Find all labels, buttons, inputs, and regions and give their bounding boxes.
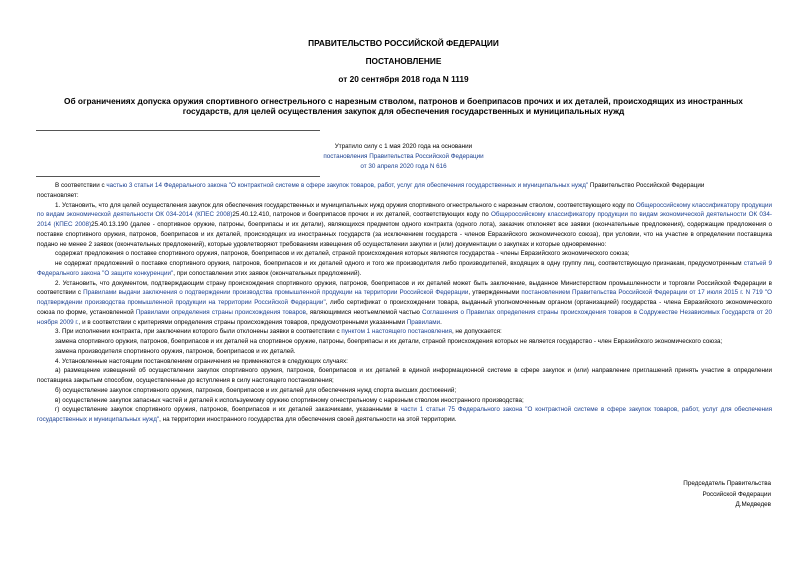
resolves-text: постановляет: [37,191,79,199]
status-note-link-date[interactable]: от 30 апреля 2020 года N 616 [360,163,447,170]
paragraph-1b [37,259,772,279]
paragraph-4a: а) размещение извещений об осуществлении закупок спортивного оружия, патронов, боеприпасов и их деталей в единой информационной системе в сфере закупок и (или) направление приглашений принять участие в определении поставщика закрытым способом, осуществленные до вступления в силу настоящего постановления; [37,367,772,384]
paragraph-text: , утвержденными [468,289,522,297]
paragraph-text: , либо сертификат о происхождении товара, выданный уполномоченным органом (организацией) государства - члена Евразийского экономического союза по форме, установленной [37,299,772,316]
date-number-heading: от 20 сентября 2018 года N 1119 [338,74,469,84]
document-body [37,181,772,425]
paragraph-text: 25.40.12.410, патронов и боеприпасов прочих и их деталей, соответствующих коду по [232,211,491,219]
document-title: Об ограничениях допуска оружия спортивного огнестрельного с нарезным стволом, патронов и боеприпасов прочих и их деталей, происходящих из иностранных государств, для целей осуществления закупок для обеспечения государственных и муниципальных нужд [64,96,743,116]
paragraph-3 [37,327,772,337]
article-75-link[interactable]: части 1 статьи 75 Федерального закона "О контрактной системе в сфере закупок товаров, работ, услуг для обеспечения государственных и муниципальных нужд" [37,406,772,423]
paragraph-2 [37,279,772,328]
rules-link-conclusion[interactable]: Правилами выдачи заключения о подтверждении производства промышленной продукции на территории Российской Федерации [83,289,469,297]
paragraph-text: , при сопоставлении этих заявок (окончательных предложений). [173,269,362,277]
law-link-article-14[interactable]: частью 3 статьи 14 Федерального закона "О контрактной системе в сфере закупок товаров, работ, услуг для обеспечения государственных и муниципальных нужд" [106,182,589,189]
paragraph-4d [37,405,772,425]
rules-link[interactable]: Правилами [406,318,441,326]
cis-agreement-link[interactable]: Соглашения о Правилах определения страны происхождения товаров в Содружестве Независимых Государств от 20 ноября 2009 г. [37,308,772,326]
intro-text: В соответствии с [55,182,107,189]
status-note-text: Утратило силу с 1 мая 2020 года на основании [334,143,473,150]
intro-paragraph [37,181,772,191]
origin-rules-link[interactable]: Правилами определения страны происхождения товаров [135,308,306,316]
paragraph-text: . [440,318,442,326]
signature-name: Д.Медведев [735,501,771,508]
paragraph-text: 2. Установить, что документом, подтверждающим страну происхождения спортивного оружия, патронов, боеприпасов и их деталей может быть заключение, выданное Министерством промышленности и торговли Российской Федерации в соответствии с [37,279,772,297]
competition-law-link[interactable]: статьей 9 Федерального закона "О защите конкуренции" [37,260,772,277]
paragraph-1 [37,201,772,250]
paragraph-4: 4. Установленные настоящим постановлением ограничения не применяются в следующих случаях: [55,357,348,365]
bottom-divider [36,176,320,177]
paragraph-text: 1. Установить, что для целей осуществления закупок для обеспечения государственных и муниципальных нужд оружия спортивного огнестрельного с нарезным стволом, соответствующего коду по [55,201,636,209]
paragraph-text: г) осуществление закупок спортивного оружия, патронов, боеприпасов и их деталей заказчиками, указанными в [55,406,401,414]
paragraph-text: , на территории иностранного государства для обеспечения своей деятельности на этой территории. [159,416,457,423]
okpd-link-1[interactable]: Общероссийскому классификатору продукции по видам экономической деятельности ОК 034-2014 (КПЕС 2008) [37,201,772,219]
intro-text: Правительство Российской Федерации [588,182,705,189]
signature-organization: Российской Федерации [702,490,771,498]
paragraph-3b: замена производителя спортивного оружия, патронов, боеприпасов и их деталей. [55,347,296,355]
paragraph-text: 3. При исполнении контракта, при заключении которого были отклонены заявки в соответствии с [55,328,342,336]
status-note [280,142,527,172]
document-type-heading: ПОСТАНОВЛЕНИЕ [365,56,442,66]
paragraph-text: не содержат предложений о поставке спортивного оружия, патронов, боеприпасов и их деталей одного и того же производителя либо производителей, входящих в одну группу лиц, соответствующую признакам, предусмотренным [55,260,744,267]
paragraph-4b: б) осуществление закупок спортивного оружия, патронов, боеприпасов и их деталей для обеспечения нужд спорта высших достижений; [55,386,457,394]
paragraph-text: , и в соответствии с критериями определения страны происхождения товаров, предусмотренными указанными [78,318,407,326]
top-divider [36,130,320,131]
signature-block [571,479,771,511]
resolution-719-link[interactable]: постановлением Правительства Российской Федерации от 17 июля 2015 г. N 719 "О подтверждении производства промышленной продукции на территории Российской Федерации" [37,289,772,306]
point-1-link[interactable]: пунктом 1 настоящего постановления [341,328,452,336]
paragraph-3a: замена спортивного оружия, патронов, боеприпасов и их деталей на спортивное оружие, патроны, боеприпасы и их детали, страной происхождения которых не является государство - член Евразийского экономического союза; [55,338,723,345]
status-note-link-resolution[interactable]: постановления Правительства Российской Федерации [323,153,484,160]
paragraph-4c: в) осуществление закупок запасных частей и деталей к используемому оружию спортивному огнестрельному с нарезным стволом иностранного производства; [55,396,524,404]
issuer-heading: ПРАВИТЕЛЬСТВО РОССИЙСКОЙ ФЕДЕРАЦИИ [308,38,499,48]
paragraph-text: , являющимися неотъемлемой частью [305,308,423,316]
paragraph-text: , не допускается: [451,328,502,336]
paragraph-text: 25.40.13.190 (далее - спортивное оружие, патроны, боеприпасы и их детали), являющихся предметом одного контракта (одного лота), заказчик отклоняет все заявки (окончательные предложения), содержащие предложения о поставке спортивного оружия, патронов, боеприпасов и их деталей, происходящих из иностранных государств (за исключением государств - членов Евразийского экономического союза), при условии, что на участие в определении поставщика подано не менее 2 заявок (окончательных предложений), которые удовлетворяют требованиям извещения об осуществлении закупки и (или) документации о закупках и которые одновременно: [37,221,772,248]
paragraph-1a: содержат предложения о поставке спортивного оружия, патронов, боеприпасов и их деталей, страной происхождения которых являются государства - члены Евразийского экономического союза; [55,250,630,258]
okpd-link-2[interactable]: Общероссийскому классификатору продукции по видам экономической деятельности ОК 034-2014 (КПЕС 2008) [37,211,772,228]
signature-position: Председатель Правительства [683,480,771,487]
